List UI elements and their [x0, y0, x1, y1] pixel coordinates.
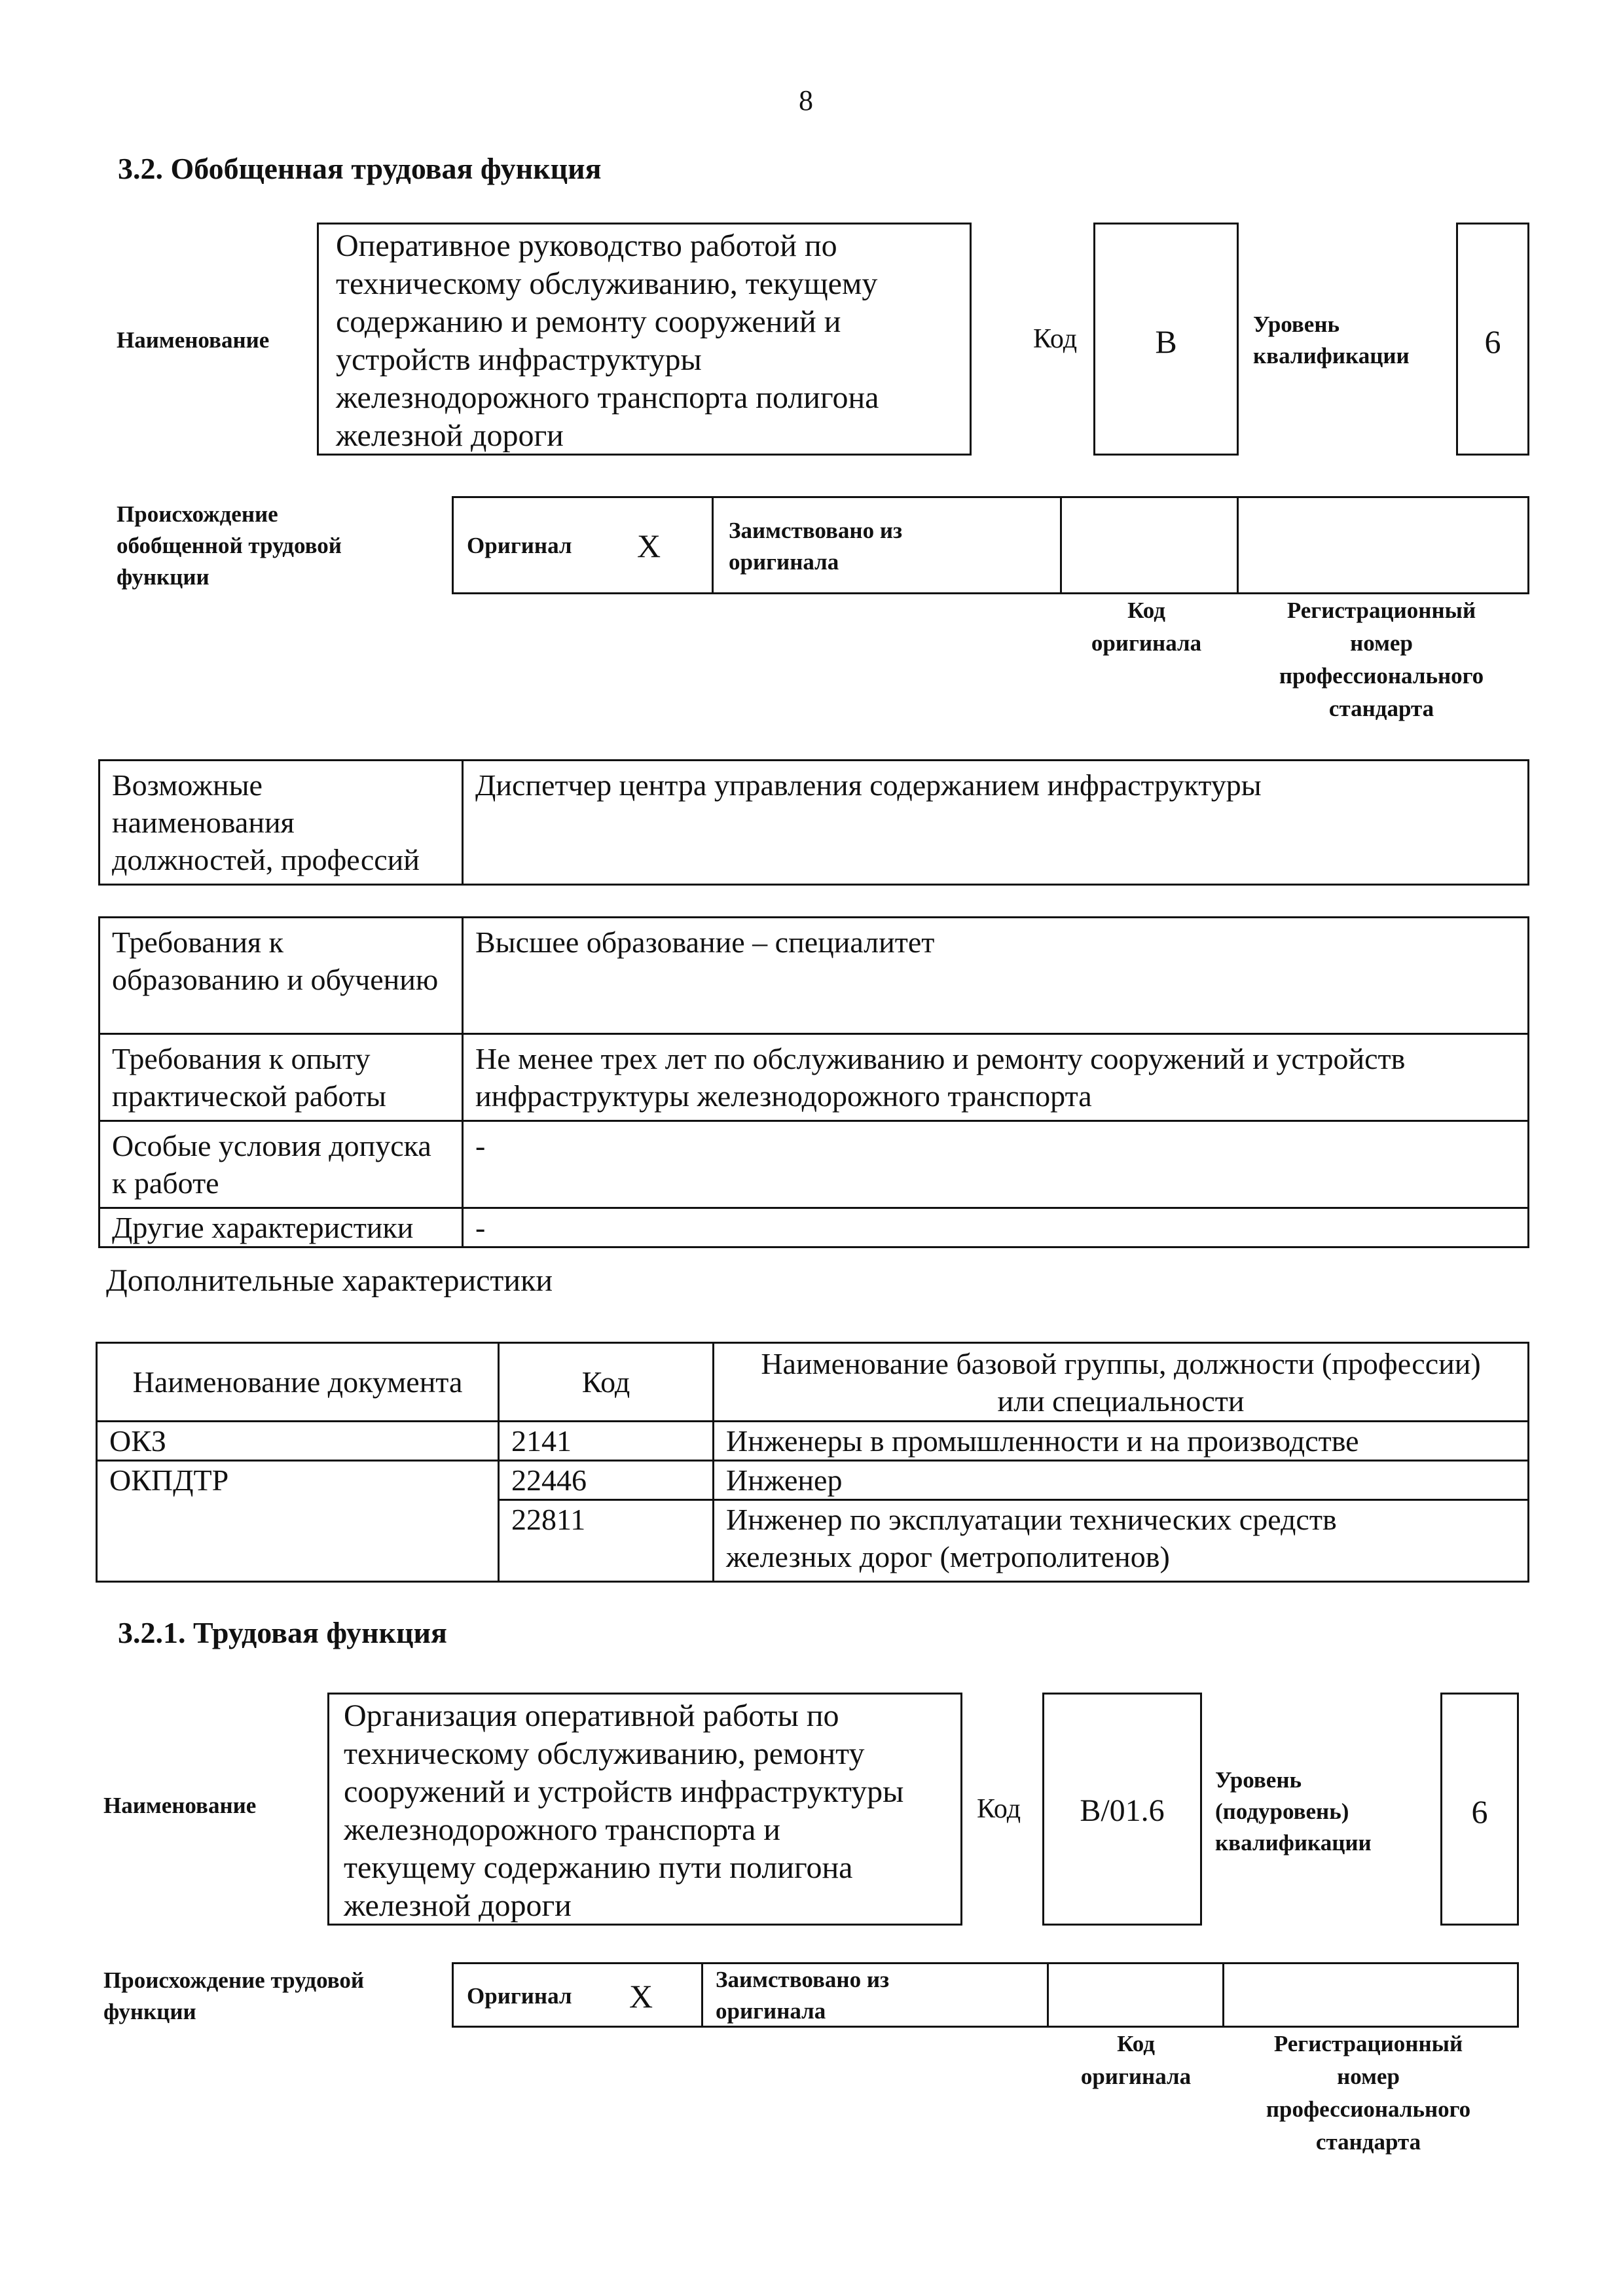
name-cell: Инженер: [714, 1461, 1529, 1500]
code-original-caption: Код оригинала: [1080, 2031, 1192, 2089]
function-name-line: железнодорожного транспорта полигона: [336, 380, 879, 415]
reg-number-caption: Регистрационный номер профессионального стандарта: [1279, 598, 1484, 721]
table-row: [100, 918, 1529, 1034]
original-label: Оригинал: [467, 533, 572, 558]
divider: [1222, 1964, 1224, 2026]
reg-number-caption: Регистрационный номер профессионального стандарта: [1266, 2031, 1471, 2155]
level-value: 6: [1471, 1793, 1488, 1830]
function-name-line: Оперативное руководство работой по: [336, 228, 837, 263]
function-name-line: железнодорожного транспорта и: [344, 1812, 780, 1847]
code-value: B: [1155, 323, 1177, 360]
code-box: [1042, 1693, 1202, 1926]
code-cell: 22811: [499, 1500, 714, 1582]
name-label: Наименование: [103, 1793, 257, 1818]
level-box: [1440, 1693, 1519, 1926]
function-name-line: железной дороги: [344, 1888, 572, 1923]
table-row: [100, 1034, 1529, 1121]
requirement-label: Другие характеристики: [100, 1208, 463, 1247]
code-box: [1093, 223, 1239, 456]
level-label: Уровень (подуровень) квалификации: [1215, 1767, 1372, 1856]
table-row: [97, 1343, 1529, 1422]
function-name-line: железной дороги: [336, 418, 564, 453]
borrowed-label: Заимствовано из оригинала: [729, 518, 903, 575]
function-name-line: техническому обслуживанию, текущему: [336, 266, 878, 301]
positions-label: Возможные наименования должностей, профессий: [100, 761, 463, 885]
table-row: [100, 1208, 1529, 1247]
requirement-value: -: [463, 1121, 1529, 1208]
divider: [1060, 498, 1062, 592]
origin-label: Происхождение обобщенной трудовой функции: [117, 501, 342, 590]
requirement-label: Требования к опыту практической работы: [100, 1034, 463, 1121]
name-cell: Инженер по эксплуатации технических средств железных дорог (метрополитенов): [714, 1500, 1529, 1582]
divider: [712, 498, 714, 592]
code-label: Код: [1033, 324, 1078, 354]
level-value: 6: [1484, 323, 1501, 360]
page-number: 8: [799, 84, 813, 117]
section-heading: 3.2. Обобщенная трудовая функция: [118, 152, 602, 185]
code-cell: 2141: [499, 1422, 714, 1461]
function-name-line: техническому обслуживанию, ремонту: [344, 1736, 865, 1771]
code-value: B/01.6: [1080, 1793, 1165, 1828]
requirement-label: Требования к образованию и обучению: [100, 918, 463, 1034]
function-name-line: устройств инфраструктуры: [336, 342, 702, 377]
origin-label: Происхождение трудовой функции: [103, 1967, 365, 2024]
original-mark: X: [637, 528, 661, 564]
requirement-label: Особые условия допуска к работе: [100, 1121, 463, 1208]
requirement-value: Не менее трех лет по обслуживанию и ремонту сооружений и устройств инфраструктуры железнодорожного транспорта: [463, 1034, 1529, 1121]
name-cell: Инженеры в промышленности и на производстве: [714, 1422, 1529, 1461]
function-name-line: содержанию и ремонту сооружений и: [336, 304, 841, 339]
requirement-value: -: [463, 1208, 1529, 1247]
function-name-line: Организация оперативной работы по: [344, 1698, 839, 1733]
additional-table: [96, 1342, 1529, 1583]
level-box: [1456, 223, 1529, 456]
table-row: [100, 761, 1529, 885]
function-name-line: сооружений и устройств инфраструктуры: [344, 1774, 904, 1809]
doc-cell: ОКПДТР: [97, 1461, 499, 1582]
column-header: Код: [499, 1343, 714, 1422]
original-mark: X: [629, 1978, 653, 2015]
column-header: Наименование документа: [97, 1343, 499, 1422]
code-label: Код: [977, 1794, 1021, 1824]
origin-row: [452, 496, 1529, 594]
borrowed-label: Заимствовано из оригинала: [716, 1967, 890, 2024]
section-heading: 3.2.1. Трудовая функция: [118, 1616, 447, 1649]
origin-row: [452, 1962, 1519, 2028]
name-label: Наименование: [117, 327, 270, 353]
positions-value: Диспетчер центра управления содержанием инфраструктуры: [463, 761, 1529, 885]
additional-heading: Дополнительные характеристики: [106, 1263, 553, 1298]
doc-cell: ОКЗ: [97, 1422, 499, 1461]
code-cell: 22446: [499, 1461, 714, 1500]
column-header: Наименование базовой группы, должности (профессии) или специальности: [714, 1343, 1529, 1422]
divider: [701, 1964, 703, 2026]
level-label: Уровень квалификации: [1253, 312, 1410, 368]
code-original-caption: Код оригинала: [1091, 598, 1202, 656]
positions-table: [98, 759, 1529, 886]
function-name-box: [317, 223, 972, 456]
function-name-box: [327, 1693, 962, 1926]
requirements-table: [98, 916, 1529, 1248]
table-row: [97, 1422, 1529, 1461]
divider: [1237, 498, 1239, 592]
original-label: Оригинал: [467, 1983, 572, 2009]
function-name-line: текущему содержанию пути полигона: [344, 1850, 853, 1885]
divider: [1047, 1964, 1049, 2026]
table-row: [100, 1121, 1529, 1208]
requirement-value: Высшее образование – специалитет: [463, 918, 1529, 1034]
table-row: [97, 1461, 1529, 1500]
